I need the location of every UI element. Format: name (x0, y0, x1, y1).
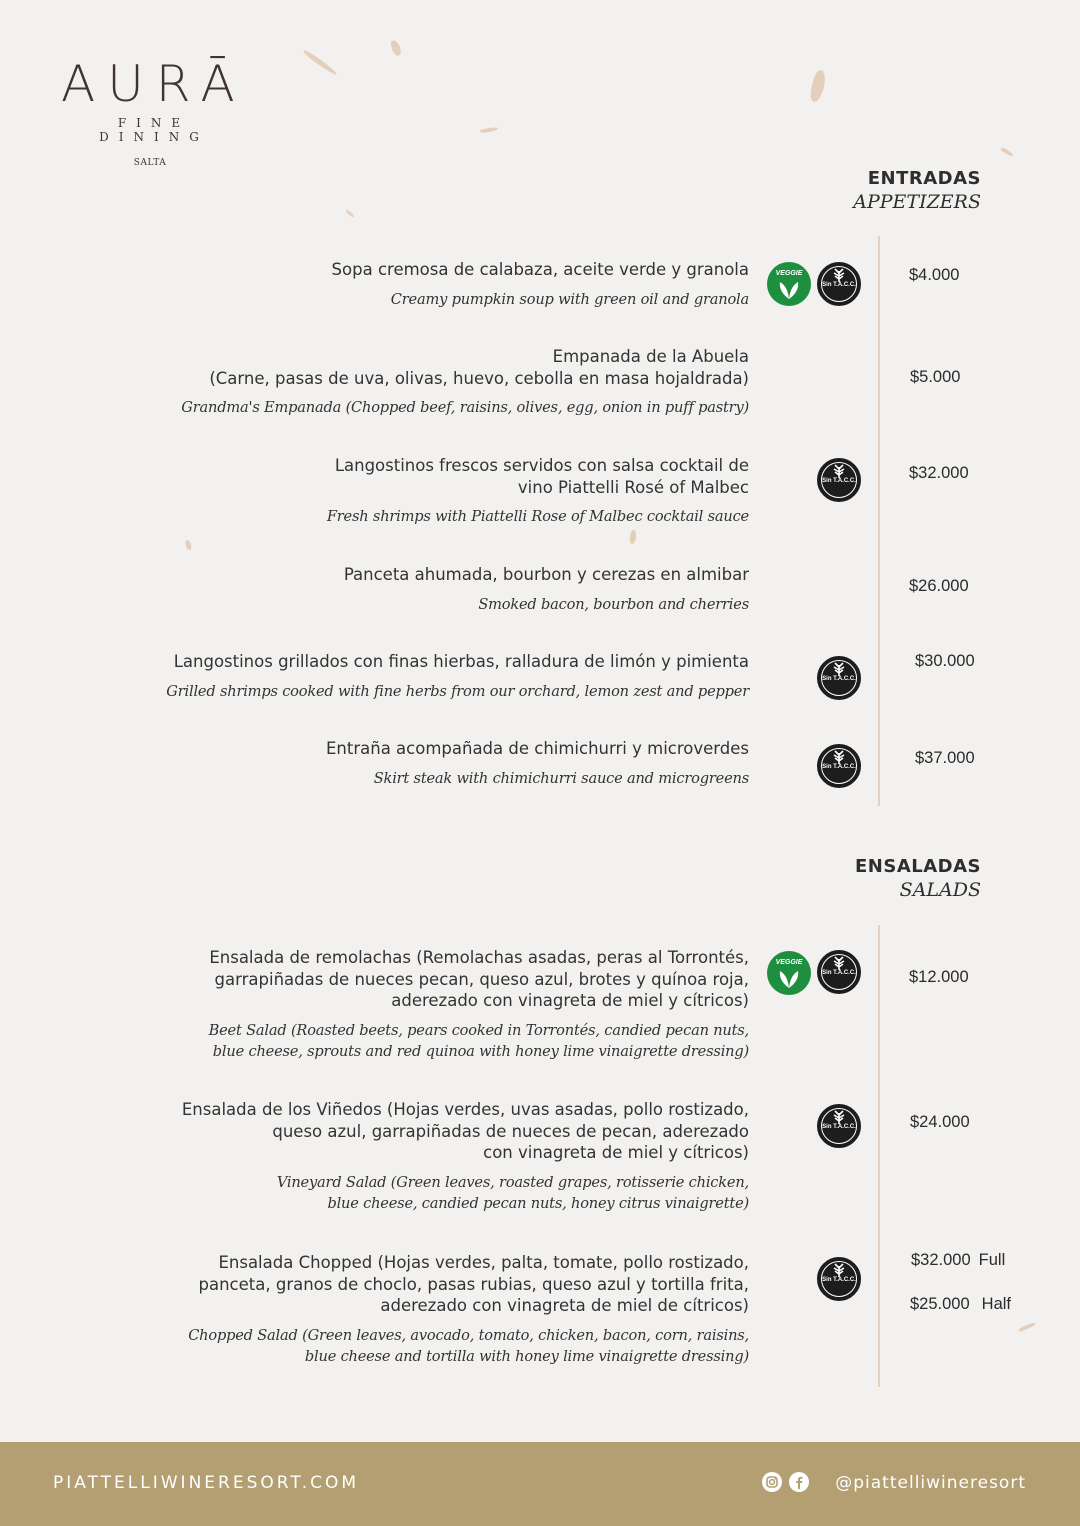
gluten-free-badge-icon (817, 262, 861, 306)
instagram-icon[interactable] (762, 1472, 782, 1492)
item-name-en: Grandma's Empanada (Chopped beef, raisins, olives, egg, onion in puff pastry) (181, 399, 749, 416)
item-name-en: Fresh shrimps with Piattelli Rose of Malbec cocktail sauce (326, 508, 749, 525)
brand-logo (55, 55, 247, 168)
item-name-es: Ensalada de los Viñedos (Hojas verdes, uvas asadas, pollo rostizado, queso azul, garrapiñadas de nueces de pecan, aderezado con vinagreta de miel y cítricos) (181, 1100, 749, 1162)
menu-item (69, 455, 749, 528)
badge-label: VEGGIE (775, 270, 803, 277)
section-heading-salads (855, 856, 981, 901)
menu-item (69, 564, 749, 615)
badge-label: VEGGIE (775, 959, 803, 966)
menu-item (69, 1099, 749, 1215)
divider-line (878, 925, 880, 1387)
item-price: $30.000 (915, 652, 975, 670)
gluten-free-badge-icon (817, 950, 861, 994)
paper-fleck (390, 39, 403, 57)
item-name-es: Langostinos grillados con finas hierbas, ralladura de limón y pimienta (173, 652, 749, 671)
brand-tagline: FINE DINING (99, 116, 209, 144)
item-name-es: Langostinos frescos servidos con salsa cocktail de vino Piattelli Rosé of Malbec (334, 456, 749, 497)
item-name-es: Sopa cremosa de calabaza, aceite verde y granola (331, 260, 749, 279)
item-name-es: Ensalada Chopped (Hojas verdes, palta, tomate, pollo rostizado, panceta, granos de choclo, pasas rubias, queso azul y tortilla frita, aderezado con vinagreta de miel de cítricos) (198, 1253, 749, 1315)
veggie-badge-icon (767, 262, 811, 306)
menu-item (69, 651, 749, 702)
item-name-es: Entraña acompañada de chimichurri y microverdes (325, 739, 749, 758)
badge-label: Sin T.A.C.C. (822, 1277, 856, 1283)
paper-fleck (480, 126, 498, 133)
social-handle-link[interactable]: @piattelliwineresort (835, 1473, 1026, 1493)
paper-fleck (808, 69, 828, 103)
item-price: $4.000 (909, 266, 960, 284)
item-name-en: Grilled shrimps cooked with fine herbs from our orchard, lemon zest and pepper (166, 682, 749, 700)
website-link[interactable]: PIATTELLIWINERESORT.COM (53, 1473, 360, 1493)
footer-bar (0, 1442, 1080, 1526)
badge-label: Sin T.A.C.C. (822, 1124, 856, 1130)
menu-item (69, 738, 749, 789)
paper-fleck (1000, 147, 1014, 157)
item-name-en: Vineyard Salad (Green leaves, roasted grapes, rotisserie chicken, blue cheese, candied pecan nuts, honey citrus vinaigrette) (276, 1173, 749, 1212)
brand-name: AURĀ (61, 55, 247, 113)
price-size: Half (981, 1295, 1011, 1313)
item-price: $12.000 (909, 968, 969, 986)
paper-fleck (185, 540, 192, 551)
paper-fleck (1018, 1321, 1036, 1332)
badge-label: Sin T.A.C.C. (822, 478, 856, 484)
gluten-free-badge-icon (817, 656, 861, 700)
item-price: $32.000 (909, 464, 969, 482)
badge-label: Sin T.A.C.C. (822, 970, 856, 976)
item-name-es: Panceta ahumada, bourbon y cerezas en almibar (343, 565, 749, 584)
item-price-full (911, 1251, 1005, 1270)
item-name-en: Creamy pumpkin soup with green oil and granola (390, 290, 749, 308)
gluten-free-badge-icon (817, 744, 861, 788)
item-name-es: Ensalada de remolachas (Remolachas asadas, peras al Torrontés, garrapiñadas de nueces pecan, queso azul, brotes y quínoa roja, aderezado con vinagreta de miel y cítricos) (209, 948, 749, 1010)
item-price: $24.000 (910, 1113, 970, 1131)
menu-item (69, 1252, 749, 1368)
section-title-en: APPETIZERS (853, 191, 981, 213)
gluten-free-badge-icon (817, 1104, 861, 1148)
price-size: Full (978, 1251, 1006, 1269)
item-price: $26.000 (909, 577, 969, 595)
price-value: $32.000 (911, 1251, 971, 1269)
section-heading-appetizers (853, 168, 981, 213)
section-title-en: SALADS (899, 879, 981, 901)
badge-label: Sin T.A.C.C. (822, 764, 856, 770)
section-title-es: ENTRADAS (867, 168, 981, 189)
menu-item (69, 259, 749, 310)
veggie-badge-icon (767, 951, 811, 995)
price-value: $25.000 (910, 1295, 970, 1313)
divider-line (878, 236, 880, 806)
paper-fleck (302, 49, 338, 76)
menu-item (69, 346, 749, 419)
item-price: $37.000 (915, 749, 975, 767)
facebook-icon[interactable] (789, 1472, 809, 1492)
section-title-es: ENSALADAS (855, 856, 981, 877)
item-name-en: Beet Salad (Roasted beets, pears cooked in Torrontés, candied pecan nuts, blue cheese, sprouts and red quinoa with honey lime vinaigrette dressing) (208, 1021, 749, 1060)
badge-label: Sin T.A.C.C. (822, 676, 856, 682)
gluten-free-badge-icon (817, 1257, 861, 1301)
item-name-en: Smoked bacon, bourbon and cherries (478, 595, 749, 613)
item-price: $5.000 (910, 368, 961, 386)
gluten-free-badge-icon (817, 458, 861, 502)
item-price-half (910, 1295, 1011, 1314)
badge-label: Sin T.A.C.C. (822, 282, 856, 288)
item-name-es: Empanada de la Abuela (Carne, pasas de uva, olivas, huevo, cebolla en masa hojaldrada) (209, 347, 749, 388)
paper-fleck (345, 209, 355, 218)
paper-fleck (629, 530, 637, 545)
item-name-en: Chopped Salad (Green leaves, avocado, tomato, chicken, bacon, corn, raisins, blue cheese and tortilla with honey lime vinaigrette dressing) (188, 1326, 749, 1365)
menu-item (69, 947, 749, 1063)
item-name-en: Skirt steak with chimichurri sauce and microgreens (373, 769, 749, 787)
brand-city: SALTA (133, 158, 167, 168)
